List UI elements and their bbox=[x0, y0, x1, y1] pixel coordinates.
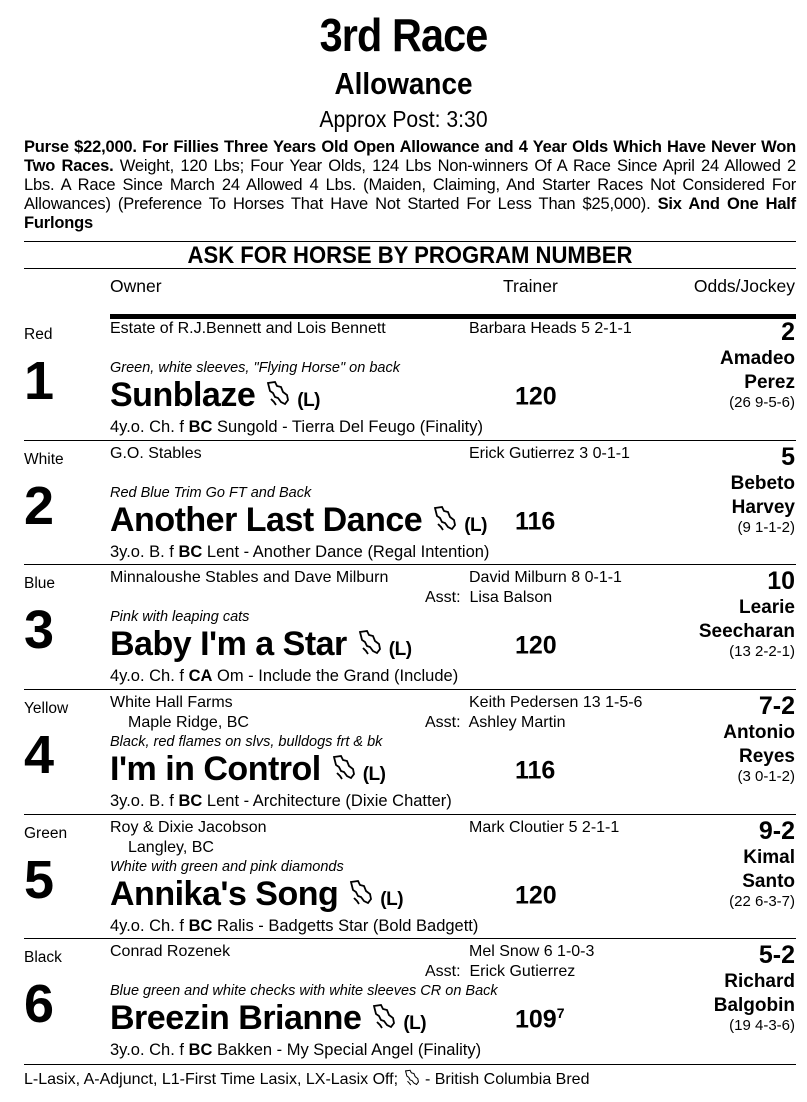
weight-value: 116 bbox=[515, 756, 556, 785]
saddlecloth-color: Yellow bbox=[24, 700, 69, 717]
asst-name: Lisa Balson bbox=[469, 589, 553, 606]
pedigree: Lent - Architecture (Dixie Chatter) bbox=[206, 792, 452, 810]
owner-location: Langley, BC bbox=[128, 839, 214, 856]
breeding-line bbox=[110, 792, 452, 811]
legend-bc-label: - British Columbia Bred bbox=[420, 1071, 590, 1088]
assistant-trainer bbox=[425, 589, 552, 607]
jockey-last: Balgobin bbox=[713, 995, 795, 1016]
medication: (L) bbox=[297, 390, 321, 411]
horse-name-text: Another Last Dance bbox=[110, 501, 423, 539]
bred-code: CA bbox=[188, 667, 213, 685]
jockey-stats: (9 1-1-2) bbox=[737, 519, 795, 536]
pedigree: Sungold - Tierra Del Feugo (Finality) bbox=[217, 418, 483, 436]
conditions-distance: Six And One Half Furlongs bbox=[24, 195, 796, 232]
medication: (L) bbox=[362, 764, 386, 785]
age-sex: 4y.o. Ch. f bbox=[110, 418, 184, 436]
divider bbox=[24, 689, 796, 690]
weight-value: 120 bbox=[515, 631, 557, 660]
jockey bbox=[635, 596, 795, 644]
asst-name: Erick Gutierrez bbox=[469, 963, 576, 980]
bc-map-icon bbox=[348, 879, 374, 907]
legend bbox=[24, 1069, 589, 1089]
pedigree: Bakken - My Special Angel (Finality) bbox=[217, 1041, 482, 1059]
divider bbox=[24, 564, 796, 565]
horse-name bbox=[110, 376, 320, 415]
trainer: Mark Cloutier 5 2-1-1 bbox=[469, 819, 620, 836]
race-type: Allowance bbox=[334, 66, 473, 101]
saddlecloth-color: White bbox=[24, 451, 64, 468]
divider bbox=[24, 440, 796, 441]
owner-name: Estate of R.J.Bennett and Lois Bennett bbox=[110, 320, 386, 337]
weight bbox=[515, 382, 557, 411]
jockey-first: Richard bbox=[724, 971, 795, 992]
bc-map-icon bbox=[403, 1069, 421, 1087]
jockey-first: Amadeo bbox=[720, 348, 795, 369]
saddlecloth-color: Black bbox=[24, 949, 62, 966]
age-sex: 4y.o. Ch. f bbox=[110, 917, 184, 935]
owner-name: White Hall Farms bbox=[110, 694, 233, 711]
divider bbox=[24, 1064, 796, 1065]
program-number: 5 bbox=[24, 850, 55, 910]
saddlecloth-color: Blue bbox=[24, 575, 56, 592]
horse-name-text: Baby I'm a Star bbox=[110, 625, 347, 663]
assistant-trainer bbox=[425, 714, 566, 732]
medication: (L) bbox=[388, 639, 412, 660]
divider bbox=[24, 938, 796, 939]
weight bbox=[515, 507, 555, 536]
post-time: Approx Post: 3:30 bbox=[319, 106, 488, 132]
program-number: 6 bbox=[24, 974, 55, 1034]
horse-name-text: Annika's Song bbox=[110, 875, 339, 913]
age-sex: 4y.o. Ch. f bbox=[110, 667, 184, 685]
bc-map-icon bbox=[331, 754, 357, 782]
jockey-first: Antonio bbox=[723, 722, 795, 743]
pedigree: Om - Include the Grand (Include) bbox=[217, 667, 459, 685]
assistant-trainer bbox=[425, 963, 575, 981]
owner-column-header: Owner bbox=[110, 276, 162, 296]
legend-text: L-Lasix, A-Adjunct, L1-First Time Lasix, LX-Lasix Off; bbox=[24, 1071, 399, 1088]
silks-description: Red Blue Trim Go FT and Back bbox=[110, 485, 312, 501]
trainer: Erick Gutierrez 3 0-1-1 bbox=[469, 445, 630, 462]
medication: (L) bbox=[464, 515, 487, 536]
race-title: 3rd Race bbox=[319, 9, 488, 61]
weight bbox=[515, 1005, 565, 1034]
silks-description: Black, red flames on slvs, bulldogs frt & bk bbox=[110, 734, 383, 750]
weight-value: 120 bbox=[515, 881, 557, 910]
silks-description: White with green and pink diamonds bbox=[110, 859, 344, 875]
medication: (L) bbox=[380, 889, 404, 910]
morning-line-odds: 5-2 bbox=[758, 941, 795, 969]
age-sex: 3y.o. Ch. f bbox=[110, 1041, 184, 1059]
bred-code: BC bbox=[178, 543, 203, 561]
jockey bbox=[635, 970, 795, 1018]
weight-value: 120 bbox=[515, 382, 557, 411]
jockey bbox=[635, 472, 795, 520]
weight bbox=[515, 881, 557, 910]
header-rule bbox=[110, 314, 796, 319]
pedigree: Ralis - Badgetts Star (Bold Badgett) bbox=[217, 917, 479, 935]
bc-map-icon bbox=[432, 505, 458, 533]
bred-code: BC bbox=[188, 917, 213, 935]
horse-name bbox=[110, 625, 412, 664]
jockey bbox=[635, 846, 795, 894]
asst-label: Asst: bbox=[425, 714, 461, 731]
jockey-last: Santo bbox=[742, 871, 795, 892]
asst-label: Asst: bbox=[425, 589, 461, 606]
trainer: Keith Pedersen 13 1-5-6 bbox=[469, 694, 643, 711]
jockey-last: Harvey bbox=[731, 497, 795, 518]
silks-description: Pink with leaping cats bbox=[110, 609, 250, 625]
jockey bbox=[635, 721, 795, 769]
jockey-last: Seecharan bbox=[698, 621, 795, 642]
jockey-last: Reyes bbox=[739, 746, 795, 767]
divider bbox=[24, 268, 796, 269]
horse-name bbox=[110, 501, 487, 540]
horse-name-text: I'm in Control bbox=[110, 750, 321, 788]
jockey-first: Bebeto bbox=[730, 473, 795, 494]
breeding-line bbox=[110, 667, 458, 686]
divider bbox=[24, 814, 796, 815]
odds-jockey-column-header: Odds/Jockey bbox=[693, 276, 795, 296]
morning-line-odds: 9-2 bbox=[758, 817, 795, 845]
breeding-line bbox=[110, 418, 483, 437]
jockey bbox=[635, 347, 795, 395]
jockey-last: Perez bbox=[744, 372, 795, 393]
asst-name: Ashley Martin bbox=[468, 714, 566, 731]
ask-banner: ASK FOR HORSE BY PROGRAM NUMBER bbox=[187, 242, 633, 269]
conditions-lead: Purse $22,000. For Fillies Three Years Old Open Allowance and 4 Year Olds Which Have Never Won Two Races. bbox=[24, 138, 796, 175]
bred-code: BC bbox=[188, 418, 213, 436]
weight bbox=[515, 756, 555, 785]
jockey-first: Learie bbox=[739, 597, 795, 618]
breeding-line bbox=[110, 1041, 481, 1060]
morning-line-odds: 2 bbox=[781, 318, 795, 346]
horse-name bbox=[110, 750, 386, 789]
morning-line-odds: 7-2 bbox=[758, 692, 795, 720]
jockey-stats: (19 4-3-6) bbox=[729, 1017, 795, 1034]
silks-description: Green, white sleeves, "Flying Horse" on back bbox=[110, 360, 400, 376]
horse-name bbox=[110, 999, 426, 1038]
jockey-stats: (26 9-5-6) bbox=[729, 394, 795, 411]
conditions-body: Weight, 120 Lbs; Four Year Olds, 124 Lbs Non-winners Of A Race Since April 24 Allowed 2 Lbs. A Race Since March 24 Allowed 4 Lbs. (Maiden, Claiming, And Starter Races Not Considered For Allowances) (Preference To Horses That Have Not Started For Less Than $25,000). bbox=[24, 157, 796, 213]
horse-name-text: Breezin Brianne bbox=[110, 999, 362, 1037]
age-sex: 3y.o. B. f bbox=[110, 792, 174, 810]
weight-allowance: 7 bbox=[556, 1005, 565, 1021]
jockey-first: Kimal bbox=[743, 847, 795, 868]
owner-name: Minnaloushe Stables and Dave Milburn bbox=[110, 569, 389, 586]
program-number: 4 bbox=[24, 725, 55, 785]
medication: (L) bbox=[403, 1013, 427, 1034]
saddlecloth-color: Red bbox=[24, 326, 53, 343]
silks-description: Blue green and white checks with white sleeves CR on Back bbox=[110, 983, 498, 999]
bc-map-icon bbox=[357, 629, 383, 657]
morning-line-odds: 10 bbox=[767, 567, 795, 595]
bred-code: BC bbox=[188, 1041, 213, 1059]
trainer: Mel Snow 6 1-0-3 bbox=[469, 943, 595, 960]
bc-map-icon bbox=[371, 1003, 397, 1031]
trainer: David Milburn 8 0-1-1 bbox=[469, 569, 622, 586]
horse-name bbox=[110, 875, 403, 914]
breeding-line bbox=[110, 917, 478, 936]
weight-value: 116 bbox=[515, 507, 556, 536]
morning-line-odds: 5 bbox=[781, 443, 795, 471]
jockey-stats: (3 0-1-2) bbox=[737, 768, 795, 785]
jockey-stats: (22 6-3-7) bbox=[729, 893, 795, 910]
trainer-column-header: Trainer bbox=[503, 276, 558, 296]
pedigree: Lent - Another Dance (Regal Intention) bbox=[206, 543, 490, 561]
owner-name: Roy & Dixie Jacobson bbox=[110, 819, 267, 836]
bred-code: BC bbox=[178, 792, 203, 810]
race-conditions bbox=[24, 138, 796, 233]
program-number: 1 bbox=[24, 351, 55, 411]
horse-name-text: Sunblaze bbox=[110, 376, 256, 414]
breeding-line bbox=[110, 543, 489, 562]
owner-name: Conrad Rozenek bbox=[110, 943, 231, 960]
trainer: Barbara Heads 5 2-1-1 bbox=[469, 320, 632, 337]
age-sex: 3y.o. B. f bbox=[110, 543, 174, 561]
saddlecloth-color: Green bbox=[24, 825, 68, 842]
asst-label: Asst: bbox=[425, 963, 461, 980]
program-number: 3 bbox=[24, 600, 55, 660]
weight-value: 109 bbox=[515, 1005, 557, 1034]
owner-name: G.O. Stables bbox=[110, 445, 202, 462]
program-number: 2 bbox=[24, 476, 55, 536]
weight bbox=[515, 631, 557, 660]
owner-location: Maple Ridge, BC bbox=[128, 714, 249, 731]
bc-map-icon bbox=[265, 380, 291, 408]
jockey-stats: (13 2-2-1) bbox=[729, 643, 795, 660]
